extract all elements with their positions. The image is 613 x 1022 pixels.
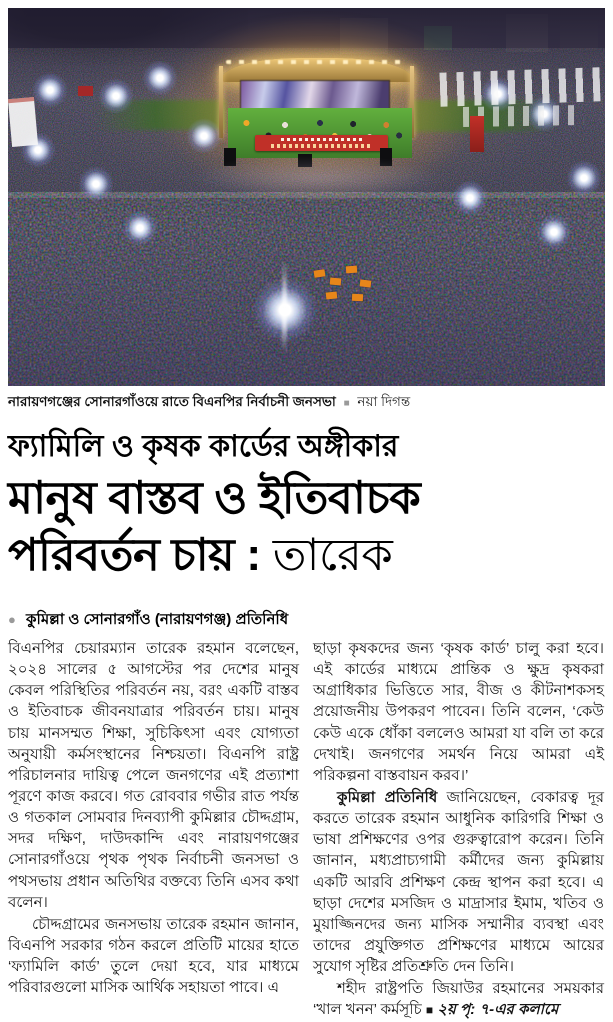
paragraph xyxy=(313,978,604,1020)
orange-flag xyxy=(326,291,338,299)
headline-name: তারেক xyxy=(272,528,393,580)
light-streak xyxy=(282,260,287,352)
orange-flag xyxy=(360,279,372,287)
light-haze xyxy=(186,156,448,200)
rally-photo xyxy=(8,8,605,386)
paragraph: চৌদ্দগ্রামের জনসভায় তারেক রহমান জানান, বিএনপি সরকার গঠন করলে প্রতিটি মায়ের হাতে ‘ফ্যামিলি কার্ড’ তুলে দেয়া হবে, যার মাধ্যমে পরিবারগুলো মাসিক আর্থিক সহায়তা পাবে। এ xyxy=(8,915,299,997)
bullet-icon: ● xyxy=(8,612,16,627)
red-vertical-banner xyxy=(470,116,484,152)
jump-text: ২য় পৃ: ৭-এর কলামে xyxy=(437,1001,559,1019)
stage-front-banner xyxy=(255,135,388,151)
jump-reference xyxy=(426,1001,558,1018)
paragraph: ছাড়া কৃষকদের জন্য ‘কৃষক কার্ড’ চালু করা হবে। এই কার্ডের মাধ্যমে প্রান্তিক ও ক্ষুদ্র কৃষকরা অগ্রাধিকার ভিত্তিতে সার, বীজ ও কীটনাশকসহ প্রয়োজনীয় উপকরণ পাবেন। তিনি বলেন, ‘কেউ কেউ একে ধোঁকা বললেও আমরা যা বলি তা করে দেখাই। জনগণের সমর্থন নিয়ে আমরা এই পরিকল্পনা বাস্তবায়ন করব।’ xyxy=(313,640,604,784)
kicker-headline: ফ্যামিলি ও কৃষক কার্ডের অঙ্গীকার xyxy=(8,430,399,463)
byline-text: কুমিল্লা ও সোনারগাঁও (নারায়ণগঞ্জ) প্রতিনিধি xyxy=(26,611,289,628)
stage-roof-lights xyxy=(226,60,408,64)
main-headline xyxy=(8,470,608,583)
floodlight-flare xyxy=(566,160,602,196)
floodlight-flare xyxy=(98,78,134,114)
square-separator-icon: ■ xyxy=(343,398,350,409)
paragraph: বিএনপির চেয়ারম্যান তারেক রহমান বলেছেন, ২০২৪ সালের ৫ আগস্টের পর দেশের মানুষ কেবল পরিস্থিতির পরিবর্তন নয়, বরং একটি বাস্তব ও ইতিবাচক জীবনযাত্রার পরিবর্তন চায়। মানুষ চায় মানসম্মত শিক্ষা, সুচিকিৎসা এবং যোগ্যতা অনুযায়ী কর্মসংস্থানের নিশ্চয়তা। বিএনপি রাষ্ট্র পরিচালনার দায়িত্ব পেলে জনগণের এই প্রত্যাশা পূরণে কাজ করবে। গত রোববার গভীর রাত পর্যন্ত ও গতকাল সোমবার দিনব্যাপী কুমিল্লার চৌদ্দগ্রাম, সদর দক্ষিণ, দাউদকান্দি এবং নারায়ণগঞ্জের সোনারগাঁওয়ে পৃথক পৃথক নির্বাচনী জনসভা ও পথসভায় প্রধান অতিথির বক্তব্যে তিনি এসব কথা বলেন। xyxy=(8,640,299,911)
floodlight-flare xyxy=(122,210,158,246)
photo-caption xyxy=(8,393,605,411)
floodlight-flare xyxy=(142,60,178,96)
column-left xyxy=(8,638,299,1022)
floodlight-flare xyxy=(32,72,68,108)
caption-text: নারায়ণগঞ্জের সোনারগাঁওয়ে রাতে বিএনপির নির্বাচনী জনসভা xyxy=(8,394,336,409)
square-icon: ■ xyxy=(425,1003,434,1018)
paragraph-text: জানিয়েছেন, বেকারত্ব দূর করতে তারেক রহমান আধুনিক কারিগরি শিক্ষা ও ভাষা প্রশিক্ষণের ওপর গুরুত্বারোপ করেন। তিনি জানান, মধ্যপ্রাচ্যগামী কর্মীদের জন্য কুমিল্লায় একটি আরবি প্রশিক্ষণ কেন্দ্র স্থাপন করা হবে। এ ছাড়া দেশের মসজিদ ও মাদ্রাসার ইমাম, খতিব ও মুয়াজ্জিনদের জন্য মাসিক সম্মানীর ব্যবস্থা এবং তাদের প্রযুক্তিগত প্রশিক্ষণের মাধ্যমে আয়ের সুযোগ সৃষ্টির প্রতিশ্রুতি দেন তিনি। xyxy=(313,788,604,976)
column-right xyxy=(313,638,604,1022)
orange-flag xyxy=(346,266,357,274)
paragraph xyxy=(313,787,604,977)
headline-line2: পরিবর্তন চায় : xyxy=(8,528,261,580)
white-banner xyxy=(8,97,38,147)
red-flag xyxy=(78,86,93,96)
orange-flag xyxy=(352,294,363,302)
orange-flag xyxy=(330,278,342,286)
floodlight-flare xyxy=(536,214,572,250)
floodlight-flare xyxy=(452,180,488,216)
floodlight-flare xyxy=(78,166,114,202)
paragraph-lead: কুমিল্লা প্রতিনিধি xyxy=(337,788,438,806)
byline xyxy=(8,608,605,633)
article-body xyxy=(8,638,605,1022)
photo-credit: নয়া দিগন্ত xyxy=(357,394,411,409)
headline-line1: মানুষ বাস্তব ও ইতিবাচক xyxy=(8,472,421,523)
floodlight-flare xyxy=(186,118,222,154)
paragraph-text: শহীদ রাষ্ট্রপতি জিয়াউর রহমানের সময়কার ‘খাল খনন’ কর্মসূচি xyxy=(313,980,604,1019)
white-placards-row xyxy=(439,67,600,107)
